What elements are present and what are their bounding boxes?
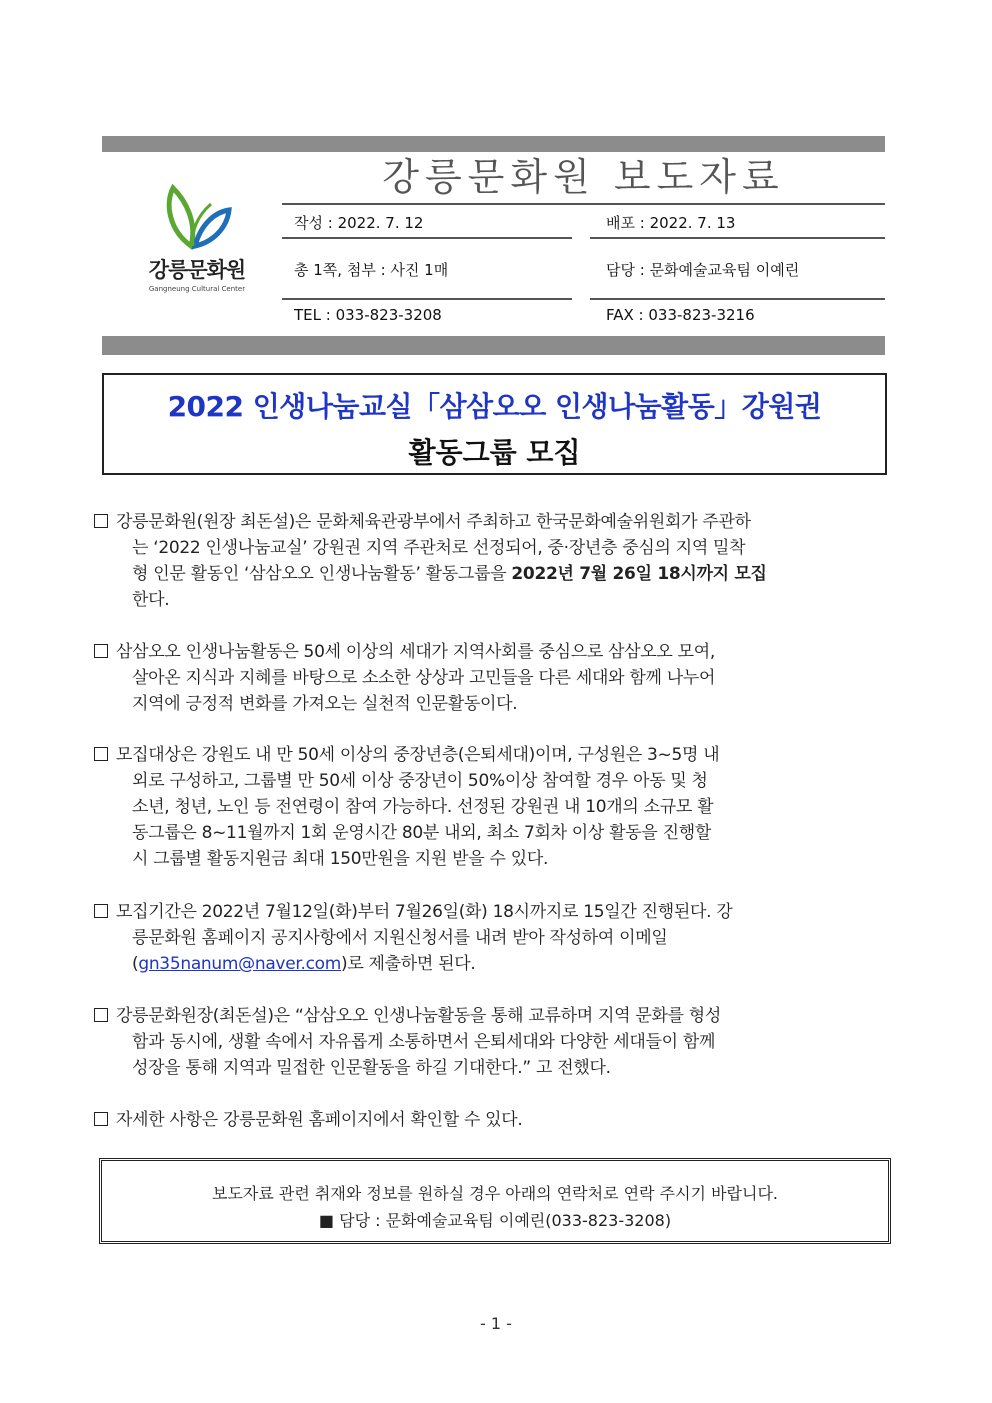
document-title: 강릉문화원 보도자료 xyxy=(382,155,785,199)
checkbox-bullet-icon xyxy=(94,747,108,761)
contact-person: 담당 : 문화예술교육팀 이예린 xyxy=(606,261,800,279)
paragraph-2 xyxy=(94,639,898,717)
paragraph-text: 성장을 통해 지역과 밀접한 인문활동을 하길 기대한다.” 고 전했다. xyxy=(132,1058,611,1078)
meta-divider xyxy=(590,298,885,300)
paragraph-3 xyxy=(94,742,898,872)
paragraph-4 xyxy=(94,899,898,977)
logo xyxy=(132,180,262,300)
paragraph-1 xyxy=(94,509,898,613)
paragraph-text: 시 그룹별 활동지원금 최대 150만원을 지원 받을 수 있다. xyxy=(132,849,549,869)
paragraph-6 xyxy=(94,1107,898,1133)
paragraph-text: 모집대상은 강원도 내 만 50세 이상의 중장년층(은퇴세대)이며, 구성원은 3~5명 내 xyxy=(116,745,720,765)
contact-detail: ■ 담당 : 문화예술교육팀 이예린(033-823-3208) xyxy=(318,1211,672,1230)
release-date: 배포 : 2022. 7. 13 xyxy=(606,214,736,232)
paragraph-text: 소년, 청년, 노인 등 전연령이 참여 가능하다. 선정된 강원권 내 10개의 소규모 활 xyxy=(132,797,714,817)
fax-number: FAX : 033-823-3216 xyxy=(606,306,755,324)
paragraph-text: 함과 동시에, 생활 속에서 자유롭게 소통하면서 은퇴세대와 다양한 세대들이 함께 xyxy=(132,1032,716,1052)
paragraph-text: ( xyxy=(132,954,139,974)
paragraph-text: 강릉문화원(원장 최돈설)은 문화체육관광부에서 주최하고 한국문화예술위원회가 주관하 xyxy=(116,512,751,532)
contact-note: 보도자료 관련 취재와 정보를 원하실 경우 아래의 연락처로 연락 주시기 바랍니다. xyxy=(212,1184,778,1203)
email-link[interactable]: gn35nanum@naver.com xyxy=(138,954,341,974)
headline-box xyxy=(102,373,887,475)
contact-box xyxy=(99,1158,891,1244)
paragraph-5 xyxy=(94,1003,898,1081)
written-date: 작성 : 2022. 7. 12 xyxy=(294,214,424,232)
paragraph-text: 삼삼오오 인생나눔활동은 50세 이상의 세대가 지역사회를 중심으로 삼삼오오 모여, xyxy=(116,642,715,662)
meta-divider xyxy=(590,237,885,239)
checkbox-bullet-icon xyxy=(94,644,108,658)
paragraph-text: 동그룹은 8~11월까지 1회 운영시간 80분 내외, 최소 7회차 이상 활동을 진행할 xyxy=(132,823,711,843)
leaf-logo-icon xyxy=(161,180,233,252)
logo-subtitle: Gangneung Cultural Center xyxy=(148,285,246,293)
paragraph-text: 릉문화원 홈페이지 공지사항에서 지원신청서를 내려 받아 작성하여 이메일 xyxy=(132,928,668,948)
headline-line-1: 2022 인생나눔교실「삼삼오오 인생나눔활동」강원권 xyxy=(167,390,822,423)
page-number: - 1 - xyxy=(480,1314,512,1333)
paragraph-text: 살아온 지식과 지혜를 바탕으로 소소한 상상과 고민들을 다른 세대와 함께 나누어 xyxy=(132,668,716,688)
paragraph-text: 강릉문화원장(최돈설)은 “삼삼오오 인생나눔활동을 통해 교류하며 지역 문화를 형성 xyxy=(116,1006,722,1026)
paragraph-text: )로 제출하면 된다. xyxy=(341,954,476,974)
meta-divider xyxy=(282,237,572,239)
checkbox-bullet-icon xyxy=(94,514,108,528)
meta-divider xyxy=(282,298,572,300)
paragraph-text: 지역에 긍정적 변화를 가져오는 실천적 인문활동이다. xyxy=(132,694,518,714)
checkbox-bullet-icon xyxy=(94,904,108,918)
header-bottom-bar xyxy=(102,336,885,355)
paragraph-text: 외로 구성하고, 그룹별 만 50세 이상 중장년이 50%이상 참여할 경우 아동 및 청 xyxy=(132,771,708,791)
checkbox-bullet-icon xyxy=(94,1008,108,1022)
paragraph-text: 형 인문 활동인 ‘삼삼오오 인생나눔활동’ 활동그룹을 xyxy=(132,564,512,584)
paragraph-text: 자세한 사항은 강릉문화원 홈페이지에서 확인할 수 있다. xyxy=(116,1110,523,1130)
deadline-highlight: 2022년 7월 26일 18시까지 모집 xyxy=(511,564,767,584)
paragraph-text: 모집기간은 2022년 7월12일(화)부터 7월26일(화) 18시까지로 15일간 진행된다. 강 xyxy=(116,902,733,922)
paragraph-text: 한다. xyxy=(132,590,170,610)
paragraph-text: 는 ‘2022 인생나눔교실’ 강원권 지역 주관처로 선정되어, 중·장년층 중심의 지역 밀착 xyxy=(132,538,746,558)
meta-divider xyxy=(282,203,885,205)
page-info: 총 1쪽, 첨부 : 사진 1매 xyxy=(294,261,449,279)
tel-number: TEL : 033-823-3208 xyxy=(294,306,442,324)
headline-line-2: 활동그룹 모집 xyxy=(408,436,581,469)
checkbox-bullet-icon xyxy=(94,1112,108,1126)
logo-name: 강릉문화원 xyxy=(148,258,246,282)
